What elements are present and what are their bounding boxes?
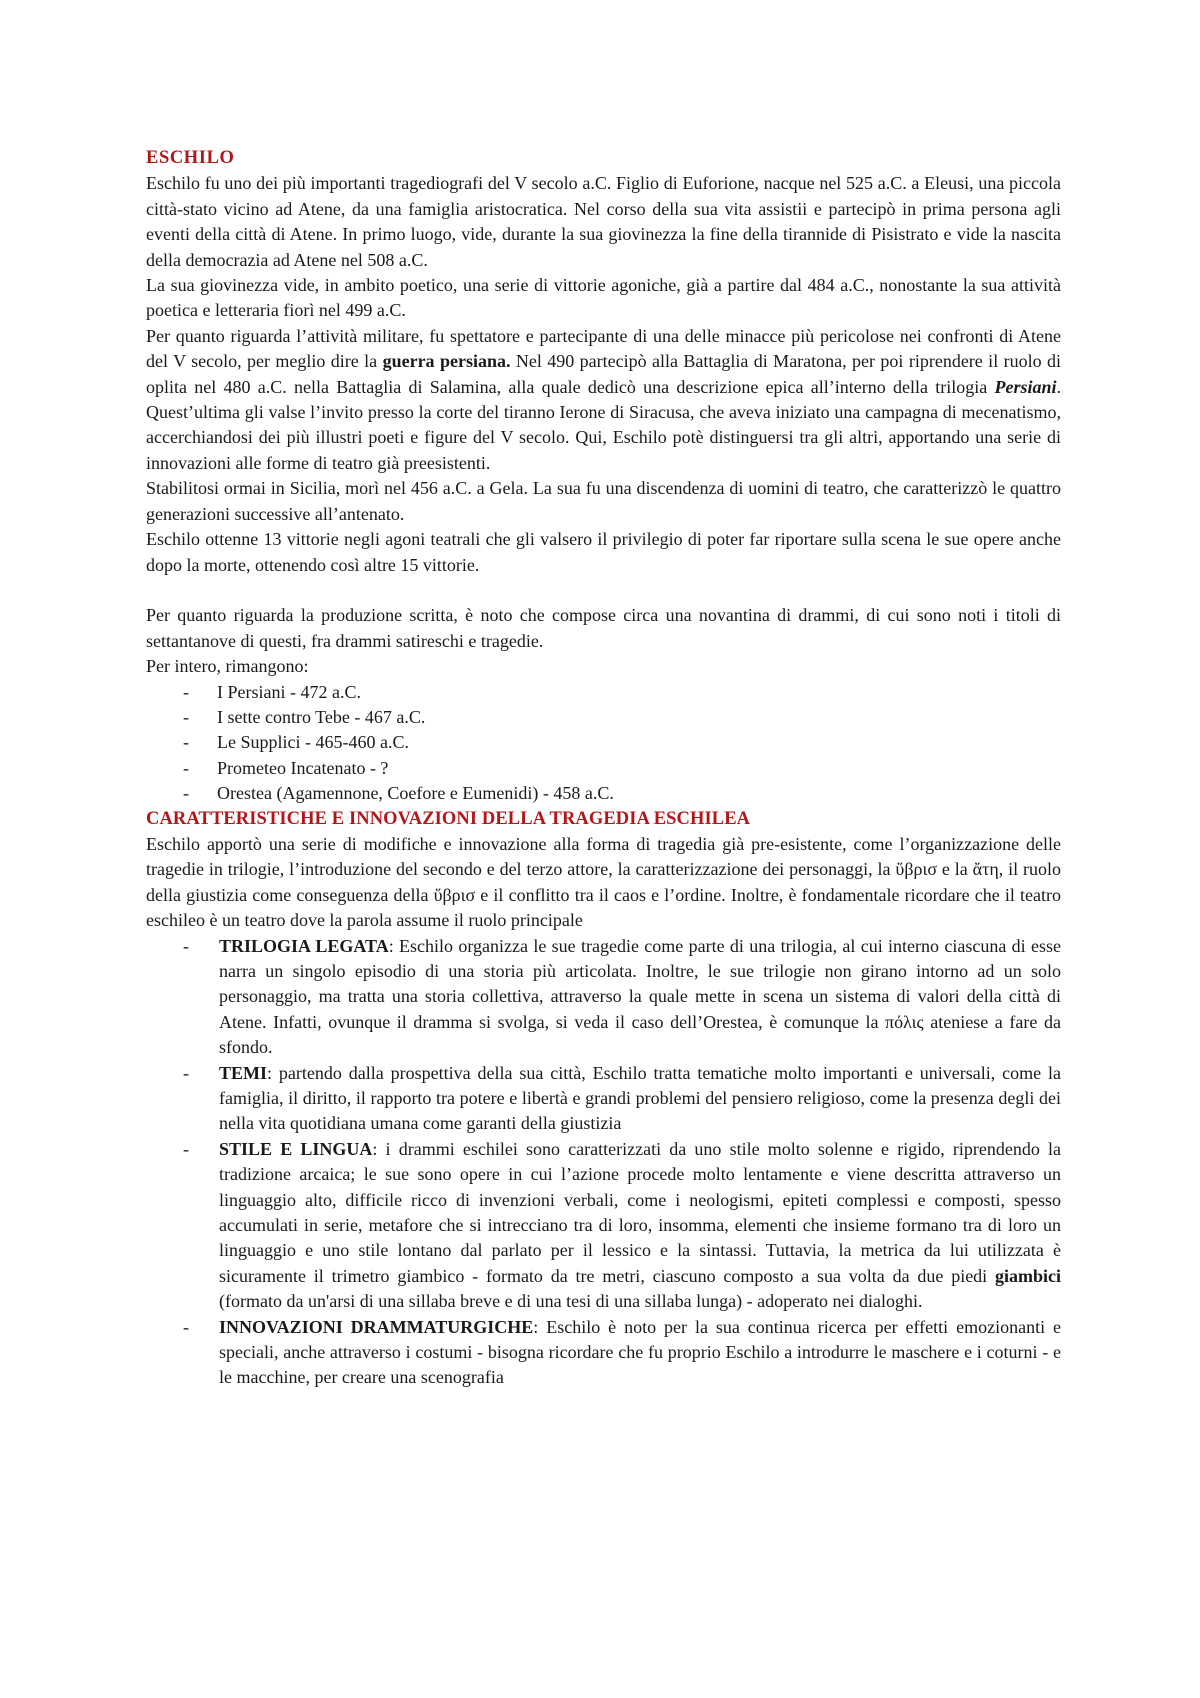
list-item: - I Persiani - 472 a.C. (146, 680, 1061, 705)
production-paragraph-1: Per quanto riguarda la produzione scritta, è noto che compose circa una novantina di drammi, di cui sono noti i titoli di settantanove di questi, fra drammi satireschi e tragedie. (146, 605, 1061, 651)
dash-bullet: - (183, 1062, 189, 1083)
intro-paragraph-4: Stabilitosi ormai in Sicilia, morì nel 456 a.C. a Gela. La sua fu una discendenza di uomini di teatro, che caratterizzò le quattro generazioni successive all’antenato. (146, 478, 1061, 524)
intro-paragraph-5: Eschilo ottenne 13 vittorie negli agoni teatrali che gli valsero il privilegio di poter far riportare sulla scena le sue opere anche dopo la morte, ottenendo così altre 15 vittorie. (146, 529, 1061, 575)
dash-bullet: - (183, 706, 189, 727)
blank-line (146, 578, 1061, 603)
dash-bullet: - (183, 935, 189, 956)
works-list (146, 680, 1061, 807)
bold-term-guerra-persiana: guerra persiana. (382, 351, 511, 372)
intro-paragraph-2: La sua giovinezza vide, in ambito poetico, una serie di vittorie agoniche, già a partire dal 484 a.C., nonostante la sua attività poetica e letteraria fiorì nel 499 a.C. (146, 275, 1061, 321)
feature-label: STILE E LINGUA (219, 1138, 373, 1159)
dash-bullet: - (183, 757, 189, 778)
dash-bullet: - (183, 681, 189, 702)
feature-label: TRILOGIA LEGATA (219, 935, 389, 956)
feature-label: TEMI (219, 1062, 268, 1083)
dash-bullet: - (183, 783, 189, 804)
intro-paragraph-1: Eschilo fu uno dei più importanti tragediografi del V secolo a.C. Figlio di Euforione, nacque nel 525 a.C. a Eleusi, una piccola città-stato vicino ad Atene, da una famiglia aristocratica. Nel corso della sua vita assistii e partecipò in prima persona agli eventi della città di Atene. In primo luogo, vide, durante la sua giovinezza la fine della tirannide di Pisistrato e vide la nascita della democrazia ad Atene nel 508 a.C. (146, 173, 1061, 270)
list-item: - INNOVAZIONI DRAMMATURGICHE: Eschilo è noto per la sua continua ricerca per effetti emozionanti e speciali, anche attraverso i costumi - bisogna ricordare che fu proprio Eschilo a introdurre le maschere e i coturni - e le macchine, per creare una scenografia (183, 1316, 1061, 1388)
text-run: Per quanto riguarda l’attività militare, fu spettatore e partecipante di una delle minacce più pericolose nei confronti di Atene del V secolo, per meglio dire la (146, 325, 1061, 372)
intro-paragraph-3 (146, 324, 1061, 476)
bold-term-giambici: giambici (995, 1265, 1061, 1286)
production-paragraph-2: Per intero, rimangono: (146, 656, 309, 677)
list-item: - TEMI: partendo dalla prospettiva della sua città, Eschilo tratta tematiche molto importanti e universali, come la famiglia, il diritto, il rapporto tra potere e libertà e grandi problemi del pensiero religioso, come la presenza degli dei nella vita quotidiana umana come garanti della giustizia (183, 1062, 1061, 1134)
work-title-persiani: Persiani (994, 376, 1057, 397)
dash-bullet: - (183, 732, 189, 753)
dash-bullet: - (183, 1138, 189, 1159)
list-item: - Prometeo Incatenato - ? (146, 756, 1061, 781)
document-page (146, 146, 1061, 1391)
list-item: - I sette contro Tebe - 467 a.C. (146, 705, 1061, 730)
features-list (146, 934, 1061, 1391)
dash-bullet: - (183, 1316, 189, 1337)
list-item: - TRILOGIA LEGATA: Eschilo organizza le sue tragedie come parte di una trilogia, al cui interno ciascuna di esse narra un singolo episodio di una storia più articolata. Inoltre, le sue trilogie non girano intorno ad un solo personaggio, ma tratta una storia collettiva, attraverso la quale mette in scena un sistema di valori della città di Atene. Infatti, ovunque il dramma si svolga, si veda il caso dell’Orestea, è comunque la πόλις ateniese a fare da sfondo. (183, 935, 1062, 1058)
text-run: Nel 490 partecipò alla Battaglia di Maratona, per poi riprendere il ruolo di oplita nel 480 a.C. nella Battaglia di Salamina, alla quale dedicò una descrizione epica all’interno della trilogia (146, 351, 1061, 397)
section-title: CARATTERISTICHE E INNOVAZIONI DELLA TRAGEDIA ESCHILEA (146, 808, 751, 829)
section-intro-paragraph: Eschilo apportò una serie di modifiche e innovazione alla forma di tragedia già pre-esistente, come l’organizzazione delle tragedie in trilogie, l’introduzione del secondo e del terzo attore, la caratterizzazione dei personaggi, la ὕβρισ e la ἄτη, il ruolo della giustizia come conseguenza della ὕβρισ e il conflitto tra il caos e l’ordine. Inoltre, è fondamentale ricordare che il teatro eschileo è un teatro dove la parola assume il ruolo principale (146, 833, 1061, 931)
document-title: ESCHILO (146, 148, 235, 168)
list-item: - STILE E LINGUA: i drammi eschilei sono caratterizzati da uno stile molto solenne e rigido, riprendendo la tradizione arcaica; le sue sono opere in cui l’azione procede molto lentamente e viene descritta attraverso un linguaggio alto, difficile ricco di invenzioni verbali, come i neologismi, epiteti complessi e composti, spesso accumulati in serie, metafore che si intrecciano tra di loro, insomma, elementi che insieme formano tra di loro un linguaggio e uno stile lontano dal parlato per il lessico e la sintassi. Tuttavia, la metrica da lui utilizzata è sicuramente il trimetro giambico - formato da tre metri, ciascuno composto a sua volta da due piedi giambici (formato da un'arsi di una sillaba breve e di una tesi di una sillaba lunga) - adoperato nei dialoghi. (183, 1138, 1061, 1312)
list-item: - Le Supplici - 465-460 a.C. (146, 730, 1061, 755)
feature-label: INNOVAZIONI DRAMMATURGICHE (219, 1316, 534, 1337)
text-run: . Quest’ultima gli valse l’invito presso la corte del tiranno Ierone di Siracusa, che aveva iniziato una campagna di mecenatismo, accerchiandosi dei più illustri poeti e figure del V secolo. Qui, Eschilo potè distinguersi tra gli altri, apportando una serie di innovazioni alle forme di teatro già preesistenti. (146, 376, 1061, 473)
list-item: - Orestea (Agamennone, Coefore e Eumenidi) - 458 a.C. (146, 781, 1061, 806)
